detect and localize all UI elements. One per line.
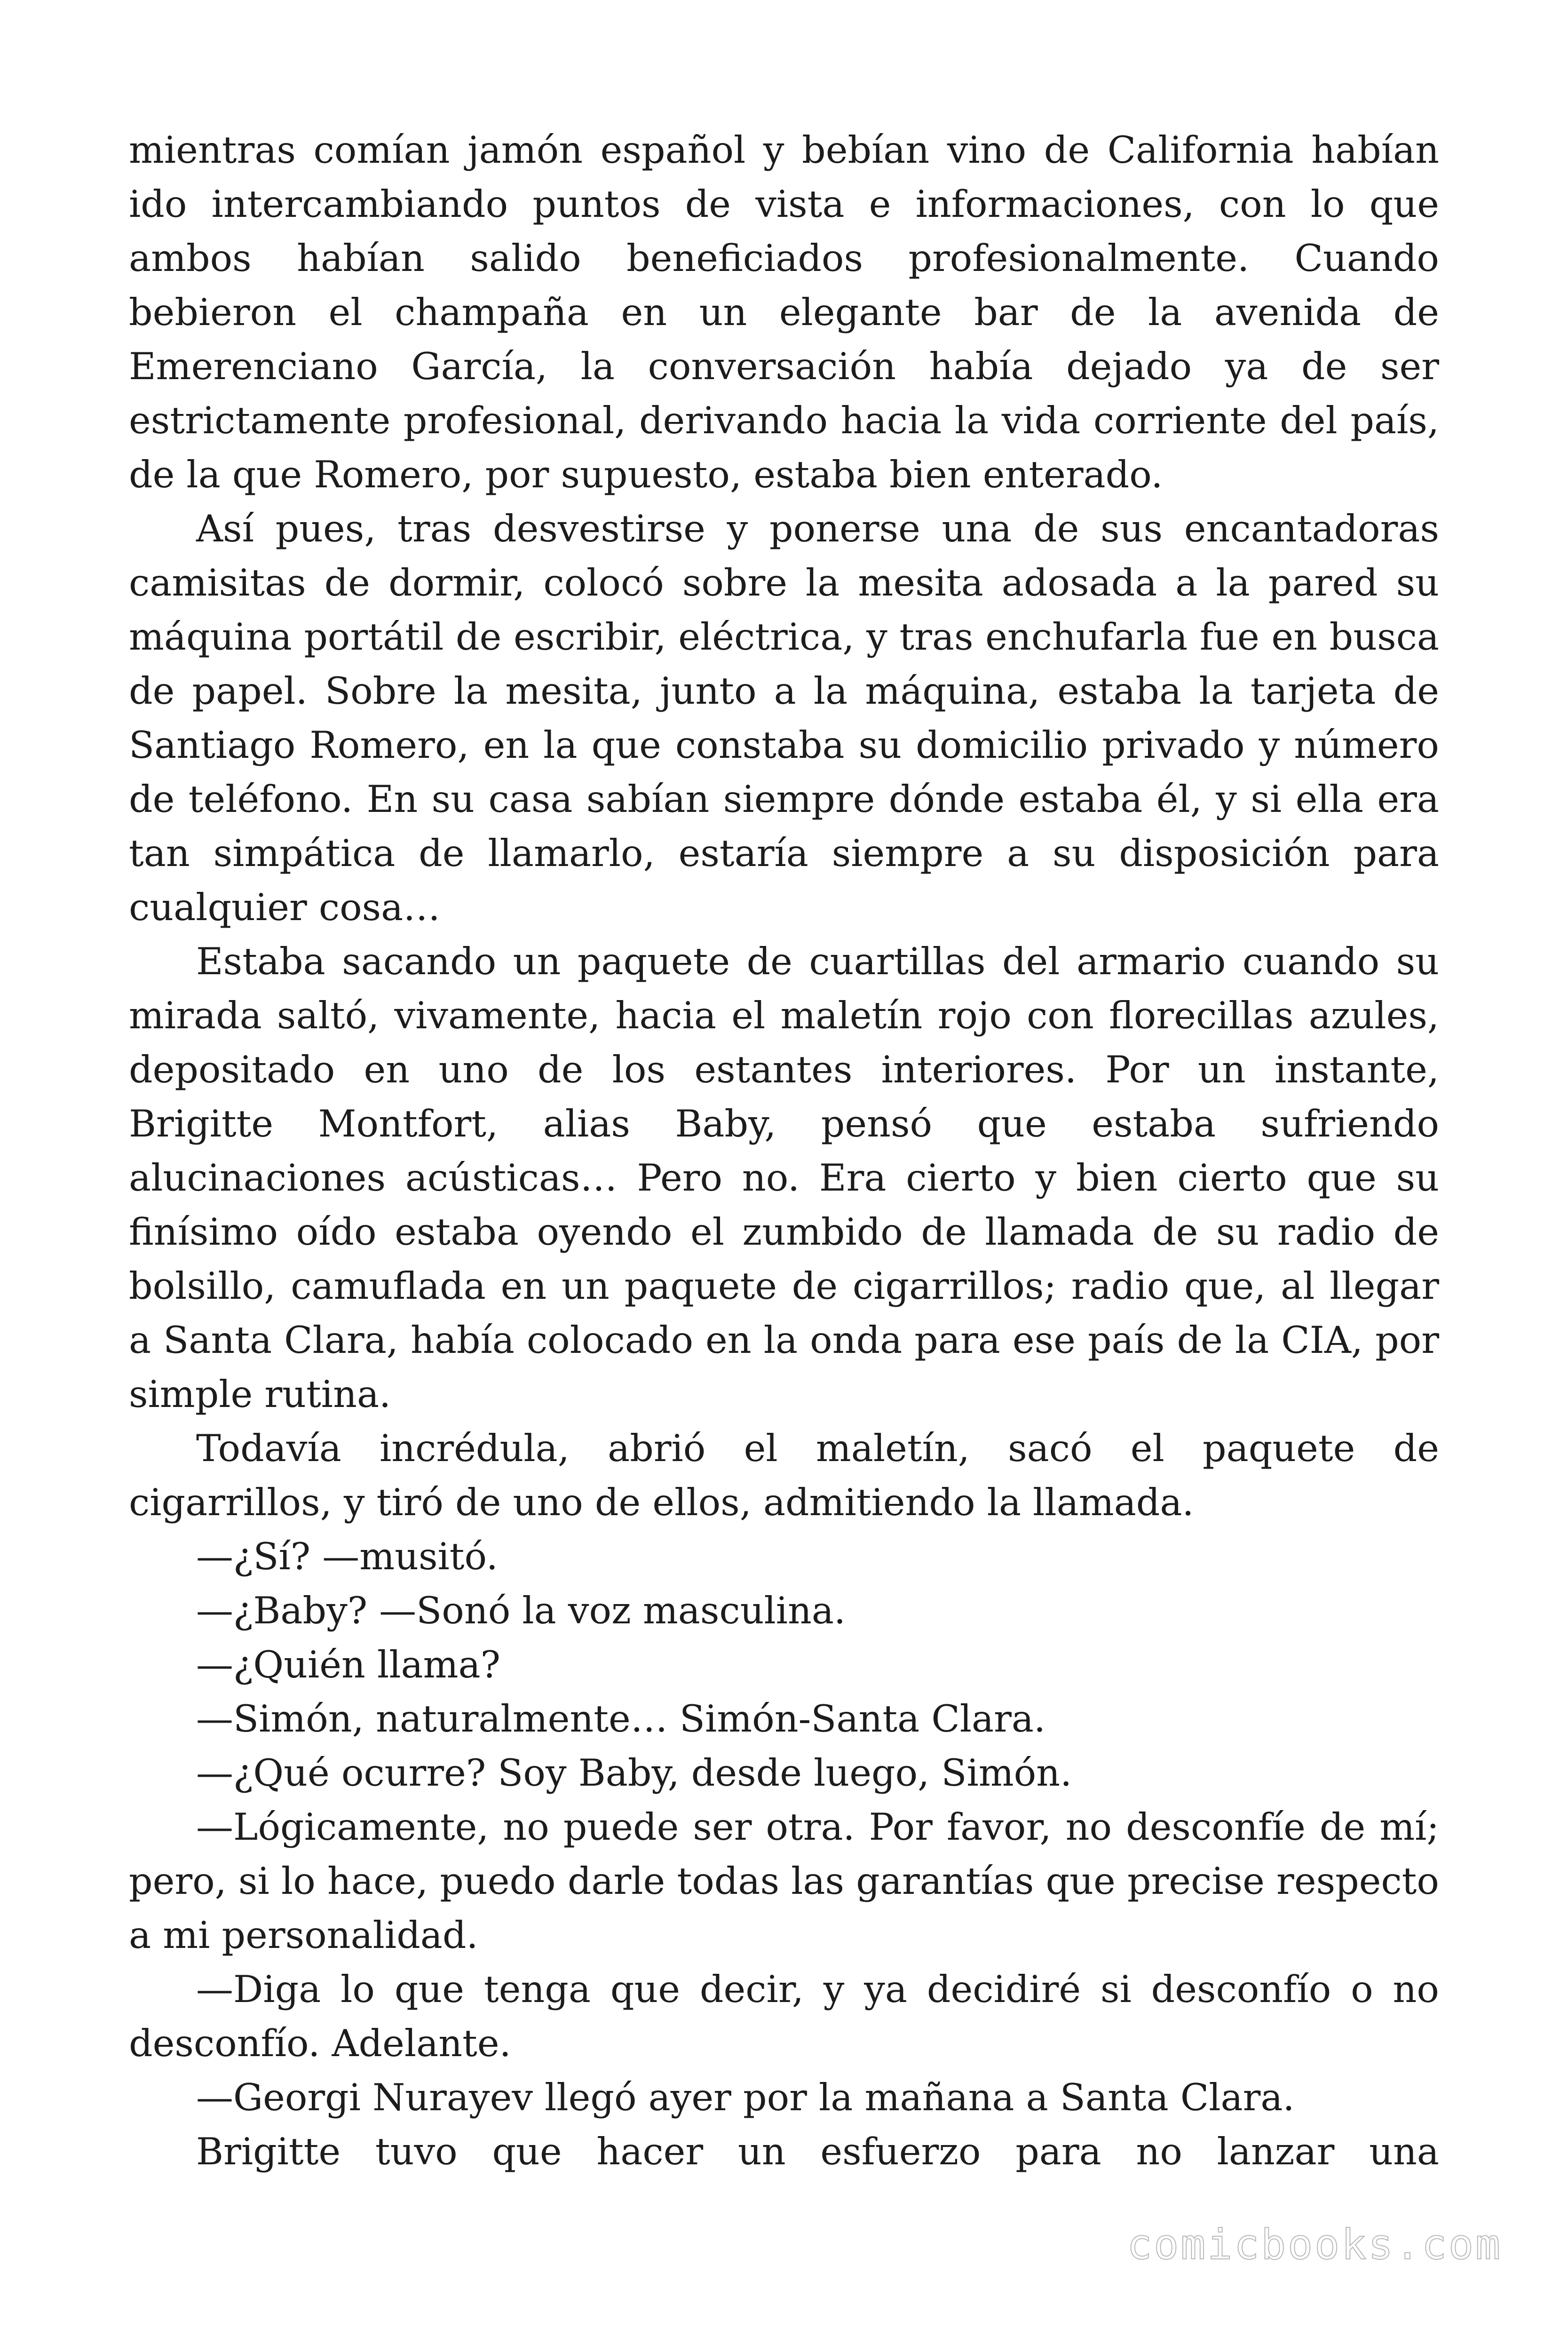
dialogue-line-8: —Georgi Nurayev llegó ayer por la mañana a Santa Clara.	[196, 2076, 1295, 2119]
paragraph-2: Así pues, tras desvestirse y ponerse una de sus encantadoras camisitas de dormir, colocó sobre la mesita adosada a la pared su máquina portátil de escribir, eléctrica, y tras enchufarla fue en busca de papel. Sobre la mesita, junto a la máquina, estaba la tarjeta de Santiago Romero, en la que constaba su domicilio privado y número de teléfono. En su casa sabían siempre dónde estaba él, y si ella era tan simpática de llamarlo, estaría siempre a su disposición para cualquier cosa…	[129, 507, 1439, 929]
paragraph-3: Estaba sacando un paquete de cuartillas del armario cuando su mirada saltó, vivamente, hacia el maletín rojo con florecillas azules, depositado en uno de los estantes interiores. Por un instante, Brigitte Montfort, alias Baby, pensó que estaba sufriendo alucinaciones acústicas… Pero no. Era cierto y bien cierto que su finísimo oído estaba oyendo el zumbido de llamada de su radio de bolsillo, camuflada en un paquete de cigarrillos; radio que, al llegar a Santa Clara, había colocado en la onda para ese país de la CIA, por simple rutina.	[129, 940, 1439, 1416]
dialogue-line-1: —¿Sí? —musitó.	[196, 1535, 498, 1578]
paragraph-final: Brigitte tuvo que hacer un esfuerzo para no lanzar una	[196, 2130, 1439, 2173]
dialogue-line-7: —Diga lo que tenga que decir, y ya decidiré si desconfío o no desconfío. Adelante.	[129, 1968, 1439, 2065]
dialogue-line-4: —Simón, naturalmente… Simón-Santa Clara.	[196, 1697, 1046, 1740]
dialogue-line-2: —¿Baby? —Sonó la voz masculina.	[196, 1589, 846, 1632]
page-text	[129, 123, 1439, 2179]
paragraph-1: mientras comían jamón español y bebían vino de California habían ido intercambiando puntos de vista e informaciones, con lo que ambos habían salido beneficiados profesionalmente. Cuando bebieron el champaña en un elegante bar de la avenida de Emerenciano García, la conversación había dejado ya de ser estrictamente profesional, derivando hacia la vida corriente del país, de la que Romero, por supuesto, estaba bien enterado.	[129, 128, 1439, 496]
dialogue-line-5: —¿Qué ocurre? Soy Baby, desde luego, Simón.	[196, 1751, 1072, 1795]
dialogue-line-6: —Lógicamente, no puede ser otra. Por favor, no desconfíe de mí; pero, si lo hace, puedo darle todas las garantías que precise respecto a mi personalidad.	[129, 1805, 1439, 1957]
dialogue-line-3: —¿Quién llama?	[196, 1643, 501, 1686]
watermark: comicbooks.com	[1127, 2220, 1502, 2269]
paragraph-4: Todavía incrédula, abrió el maletín, sacó el paquete de cigarrillos, y tiró de uno de ellos, admitiendo la llamada.	[129, 1427, 1439, 1524]
